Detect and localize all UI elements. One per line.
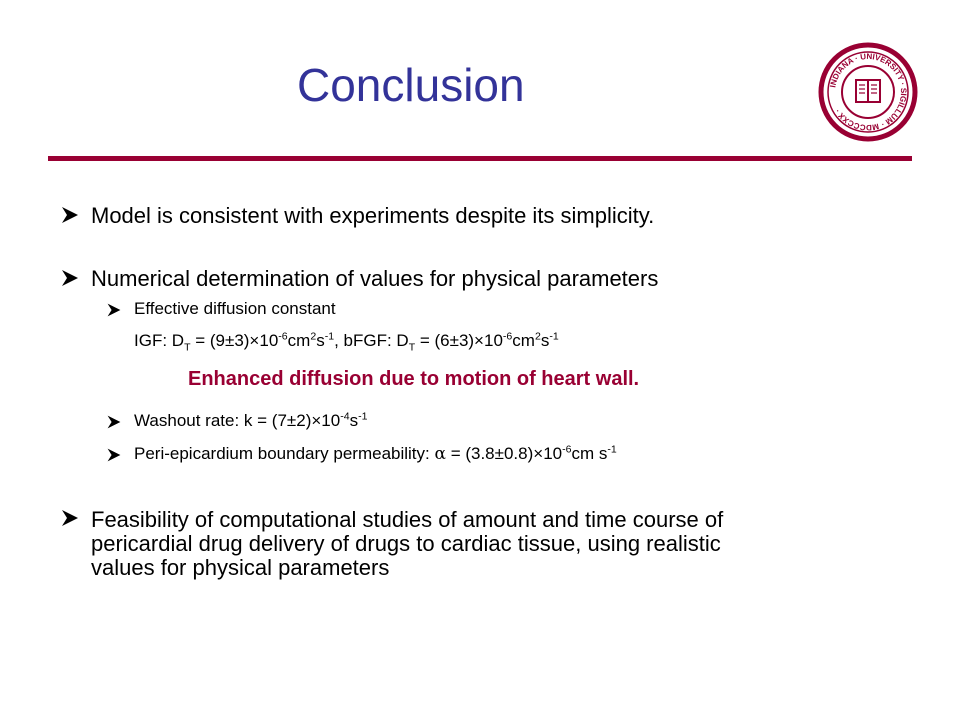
page-title: Conclusion xyxy=(297,59,525,111)
permeability-label: Peri-epicardium boundary permeability: xyxy=(134,444,435,463)
bfgf-unit: cm xyxy=(512,331,535,350)
sub-bullet-arrow-icon xyxy=(106,414,122,430)
highlight-enhanced-diffusion: Enhanced diffusion due to motion of heart wall. xyxy=(188,368,640,390)
igf-subscript: T xyxy=(184,341,191,354)
bfgf-s-exponent: -1 xyxy=(549,330,559,343)
bullet-arrow-icon xyxy=(60,268,80,288)
igf-unit-exponent: 2 xyxy=(310,330,317,343)
washout-value: Washout rate: k = (7±2)×10 xyxy=(134,411,341,430)
bfgf-unit-s: s xyxy=(540,331,550,350)
washout-unit-exponent: -1 xyxy=(358,410,368,423)
permeability-exponent: -6 xyxy=(562,443,572,456)
bfgf-exponent: -6 xyxy=(502,330,513,343)
sub-bullet-arrow-icon xyxy=(106,302,122,318)
igf-label: IGF: D xyxy=(134,331,185,350)
bullet-arrow-icon xyxy=(60,205,80,225)
permeability-value: = (3.8±0.8)×10 xyxy=(445,444,563,463)
igf-unit-s: s xyxy=(316,331,325,350)
title-divider xyxy=(48,156,912,161)
igf-s-exponent: -1 xyxy=(324,330,335,343)
sub-bullet-effective-diffusion: Effective diffusion constant xyxy=(134,299,336,318)
university-seal-icon xyxy=(818,42,918,142)
feasibility-line-2: pericardial drug delivery of drugs to cardiac tissue, using realistic xyxy=(91,531,721,556)
bullet-numerical-determination: Numerical determination of values for physical parameters xyxy=(91,266,659,291)
bullet-arrow-icon xyxy=(60,508,80,528)
igf-unit: cm xyxy=(287,331,311,350)
washout-exponent: -4 xyxy=(340,410,350,423)
permeability-unit: cm s xyxy=(571,444,608,463)
washout-unit: s xyxy=(349,411,359,430)
bfgf-subscript: T xyxy=(408,341,416,354)
sub-bullet-arrow-icon xyxy=(106,447,122,463)
bfgf-label: , bFGF: D xyxy=(334,331,409,350)
feasibility-line-1: Feasibility of computational studies of amount and time course of xyxy=(91,507,724,532)
bullet-feasibility xyxy=(91,508,723,580)
bullet-model-consistent: Model is consistent with experiments despite its simplicity. xyxy=(91,203,655,228)
seal-lettering: INDIANA · UNIVERSITY · SIGILLUM · MDCCCXX · xyxy=(828,51,909,133)
bfgf-unit-exponent: 2 xyxy=(534,330,541,343)
diffusion-values xyxy=(134,330,559,354)
feasibility-line-3: values for physical parameters xyxy=(91,555,390,580)
sub-bullet-washout-rate xyxy=(134,412,367,431)
sub-bullet-permeability xyxy=(134,445,617,464)
bfgf-value: = (6±3)×10 xyxy=(415,331,503,350)
permeability-unit-exponent: -1 xyxy=(607,443,617,456)
igf-value: = (9±3)×10 xyxy=(190,331,279,350)
alpha-symbol: α xyxy=(434,444,446,464)
igf-exponent: -6 xyxy=(278,330,288,343)
